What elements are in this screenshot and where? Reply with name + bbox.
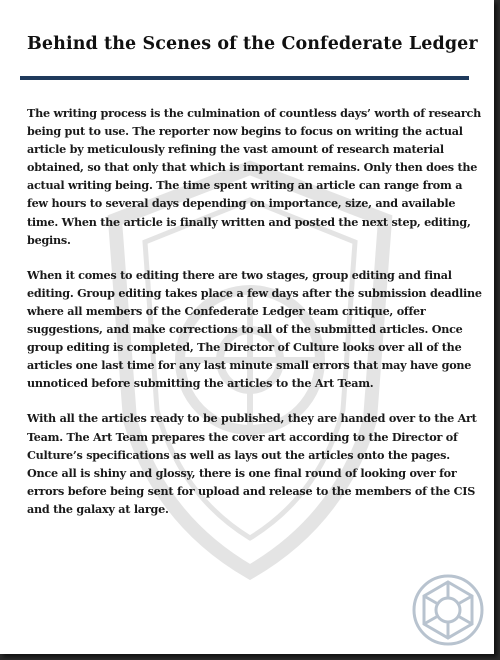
paragraph-editing: When it comes to editing there are two stages, group editing and final editing. Group editing takes place a few days after the submission deadline where all members of the Confederate Ledger team critique, offer suggestions, and make corrections to all of the submitted articles. Once group editing is completed, The Director of Culture looks over all of the articles one last time for any last minute small errors that may have gone unnoticed before submitting the articles to the Art Team. — [27, 267, 482, 391]
page-title: Behind the Scenes of the Confederate Ledger — [27, 34, 478, 54]
article-body — [27, 104, 482, 535]
paragraph-writing: The writing process is the culmination of countless days’ worth of research being put to use. The reporter now begins to focus on writing the actual article by meticulously refining the vast amount of research material obtained, so that only that which is important remains. Only then does the actual writing being. The time spent writing an article can range from a few hours to several days depending on importance, size, and available time. When the article is finally written and posted the next step, editing, begins. — [27, 106, 481, 247]
title-divider — [20, 76, 469, 80]
separatist-seal-icon — [410, 572, 486, 648]
paragraph-art-team: With all the articles ready to be published, they are handed over to the Art Team. The Art Team prepares the cover art according to the Director of Culture’s specifications as well as lays out the articles onto the pages. Once all is shiny and glossy, there is one final round of looking over for errors before being sent for upload and release to the members of the CIS and the galaxy at large. — [27, 411, 477, 516]
